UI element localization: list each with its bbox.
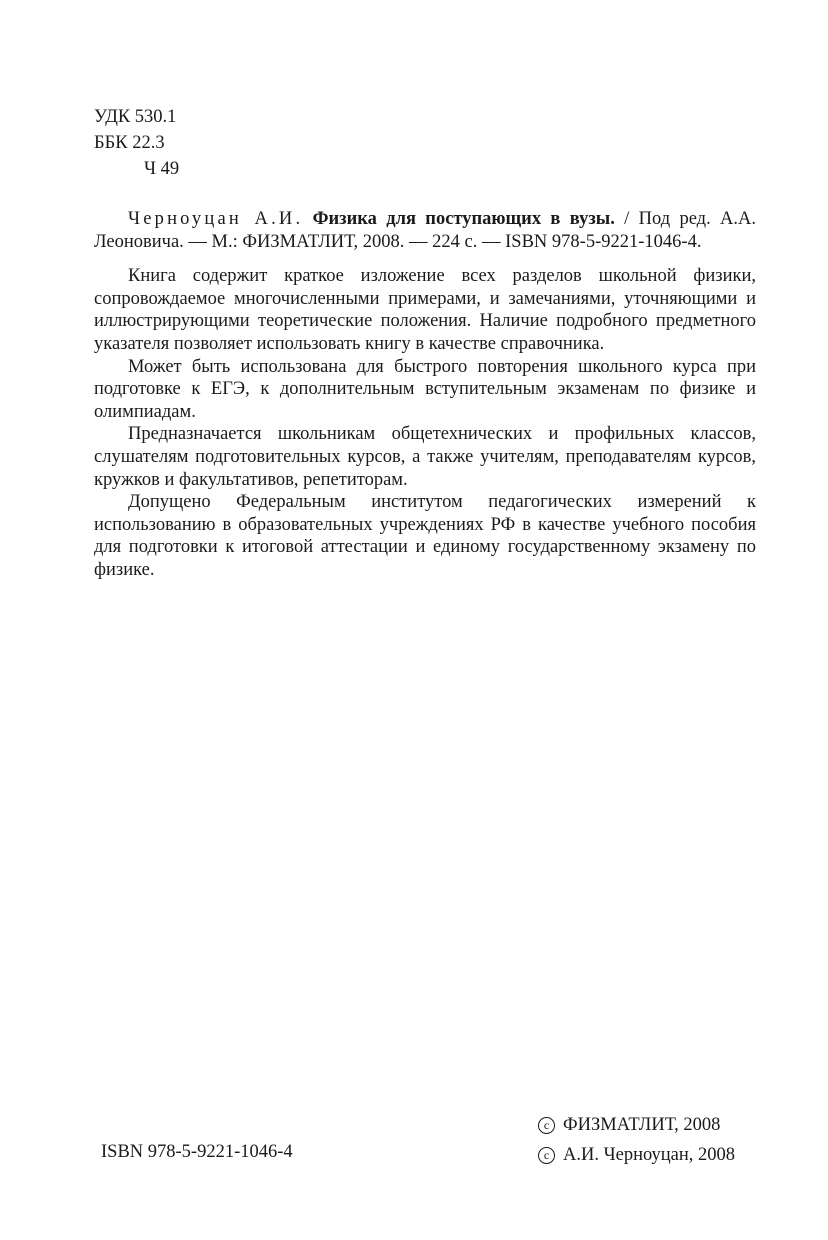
copyright-icon: c	[538, 1117, 555, 1134]
copyright-author-text: А.И. Черноуцан, 2008	[563, 1145, 736, 1165]
book-title: Физика для поступающих в вузы.	[312, 209, 615, 229]
copyright-icon: c	[538, 1147, 555, 1164]
author-mark: Ч 49	[144, 159, 180, 179]
annotation-paragraph-2: Может быть использована для быстрого повторения школьного курса при подготовке к ЕГЭ, к дополнительным вступительным экзаменам по физике и олимпиадам.	[94, 356, 756, 422]
copyright-author	[538, 1140, 735, 1170]
annotation-paragraph-1: Книга содержит краткое изложение всех разделов школьной физики, сопровождаемое многочисленными примерами, и замечаниями, уточняющими и иллюстрирующими теоретические положения. Наличие подробного предметного указателя позволяет использовать книгу в качестве справочника.	[94, 266, 756, 354]
bbk-code: ББК 22.3	[94, 133, 165, 153]
bibliographic-body	[94, 208, 756, 582]
citation-author: Черноуцан А.И.	[128, 209, 304, 229]
copyright-publisher	[538, 1110, 735, 1140]
annotation-paragraph-3: Предназначается школьникам общетехнических и профильных классов, слушателям подготовительных курсов, а также учителям, преподавателям курсов, кружков и факультативов, репетиторам.	[94, 424, 756, 490]
udk-code: УДК 530.1	[94, 107, 177, 127]
copyright-publisher-text: ФИЗМАТЛИТ, 2008	[563, 1115, 721, 1135]
annotation-paragraph-4: Допущено Федеральным институтом педагогических измерений к использованию в образовательных учреждениях РФ в качестве учебного пособия для подготовки к итоговой аттестации и единому государственному экзамену по физике.	[94, 492, 756, 580]
bibliographic-citation	[94, 208, 756, 253]
copyright-notices	[538, 1110, 735, 1170]
isbn-footer: ISBN 978-5-9221-1046-4	[101, 1142, 293, 1162]
library-classifiers	[94, 104, 179, 182]
citation-details: / Под ред. А.А. Леоновича. — М.: ФИЗМАТЛИТ, 2008. — 224 с. — ISBN 978-5-9221-1046-4.	[94, 209, 756, 252]
